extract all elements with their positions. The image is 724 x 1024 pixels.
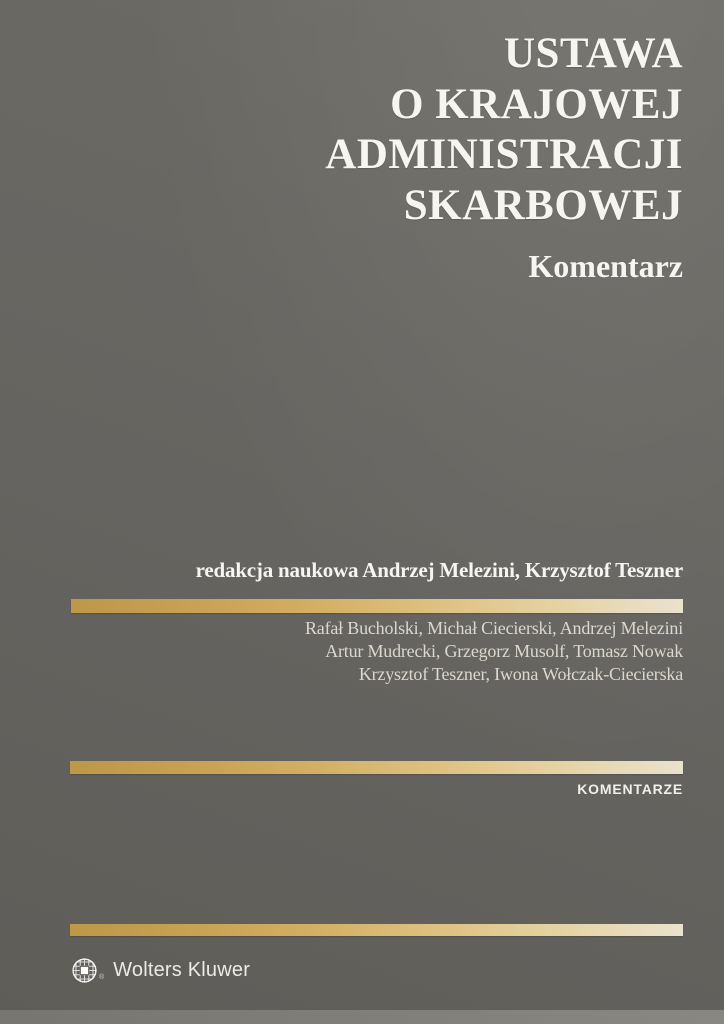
book-subtitle: Komentarz bbox=[528, 248, 683, 284]
divider-bar-middle bbox=[70, 761, 683, 774]
registered-mark: ® bbox=[99, 974, 105, 981]
title-line-3: ADMINISTRACJI bbox=[325, 131, 683, 178]
divider-bar-top bbox=[71, 599, 683, 613]
editors-line: redakcja naukowa Andrzej Melezini, Krzysztof Teszner bbox=[195, 558, 683, 582]
authors-line-1: Rafał Bucholski, Michał Ciecierski, Andrzej Melezini bbox=[305, 618, 683, 638]
cover-bottom-edge bbox=[0, 1010, 724, 1024]
book-title bbox=[325, 29, 683, 231]
series-badge: KOMENTARZE bbox=[577, 781, 683, 797]
divider-bar-bottom bbox=[70, 924, 683, 936]
wolters-kluwer-globe-icon bbox=[71, 957, 98, 984]
publisher-logo bbox=[71, 957, 250, 984]
title-line-2: O KRAJOWEJ bbox=[390, 80, 683, 128]
authors-list bbox=[305, 617, 683, 686]
title-line-1: USTAWA bbox=[503, 30, 683, 77]
authors-line-2: Artur Mudrecki, Grzegorz Musolf, Tomasz Nowak bbox=[325, 641, 683, 661]
publisher-name: Wolters Kluwer bbox=[113, 959, 251, 981]
title-line-4: SKARBOWEJ bbox=[403, 181, 683, 229]
authors-line-3: Krzysztof Teszner, Iwona Wołczak-Ciecierska bbox=[358, 664, 683, 684]
